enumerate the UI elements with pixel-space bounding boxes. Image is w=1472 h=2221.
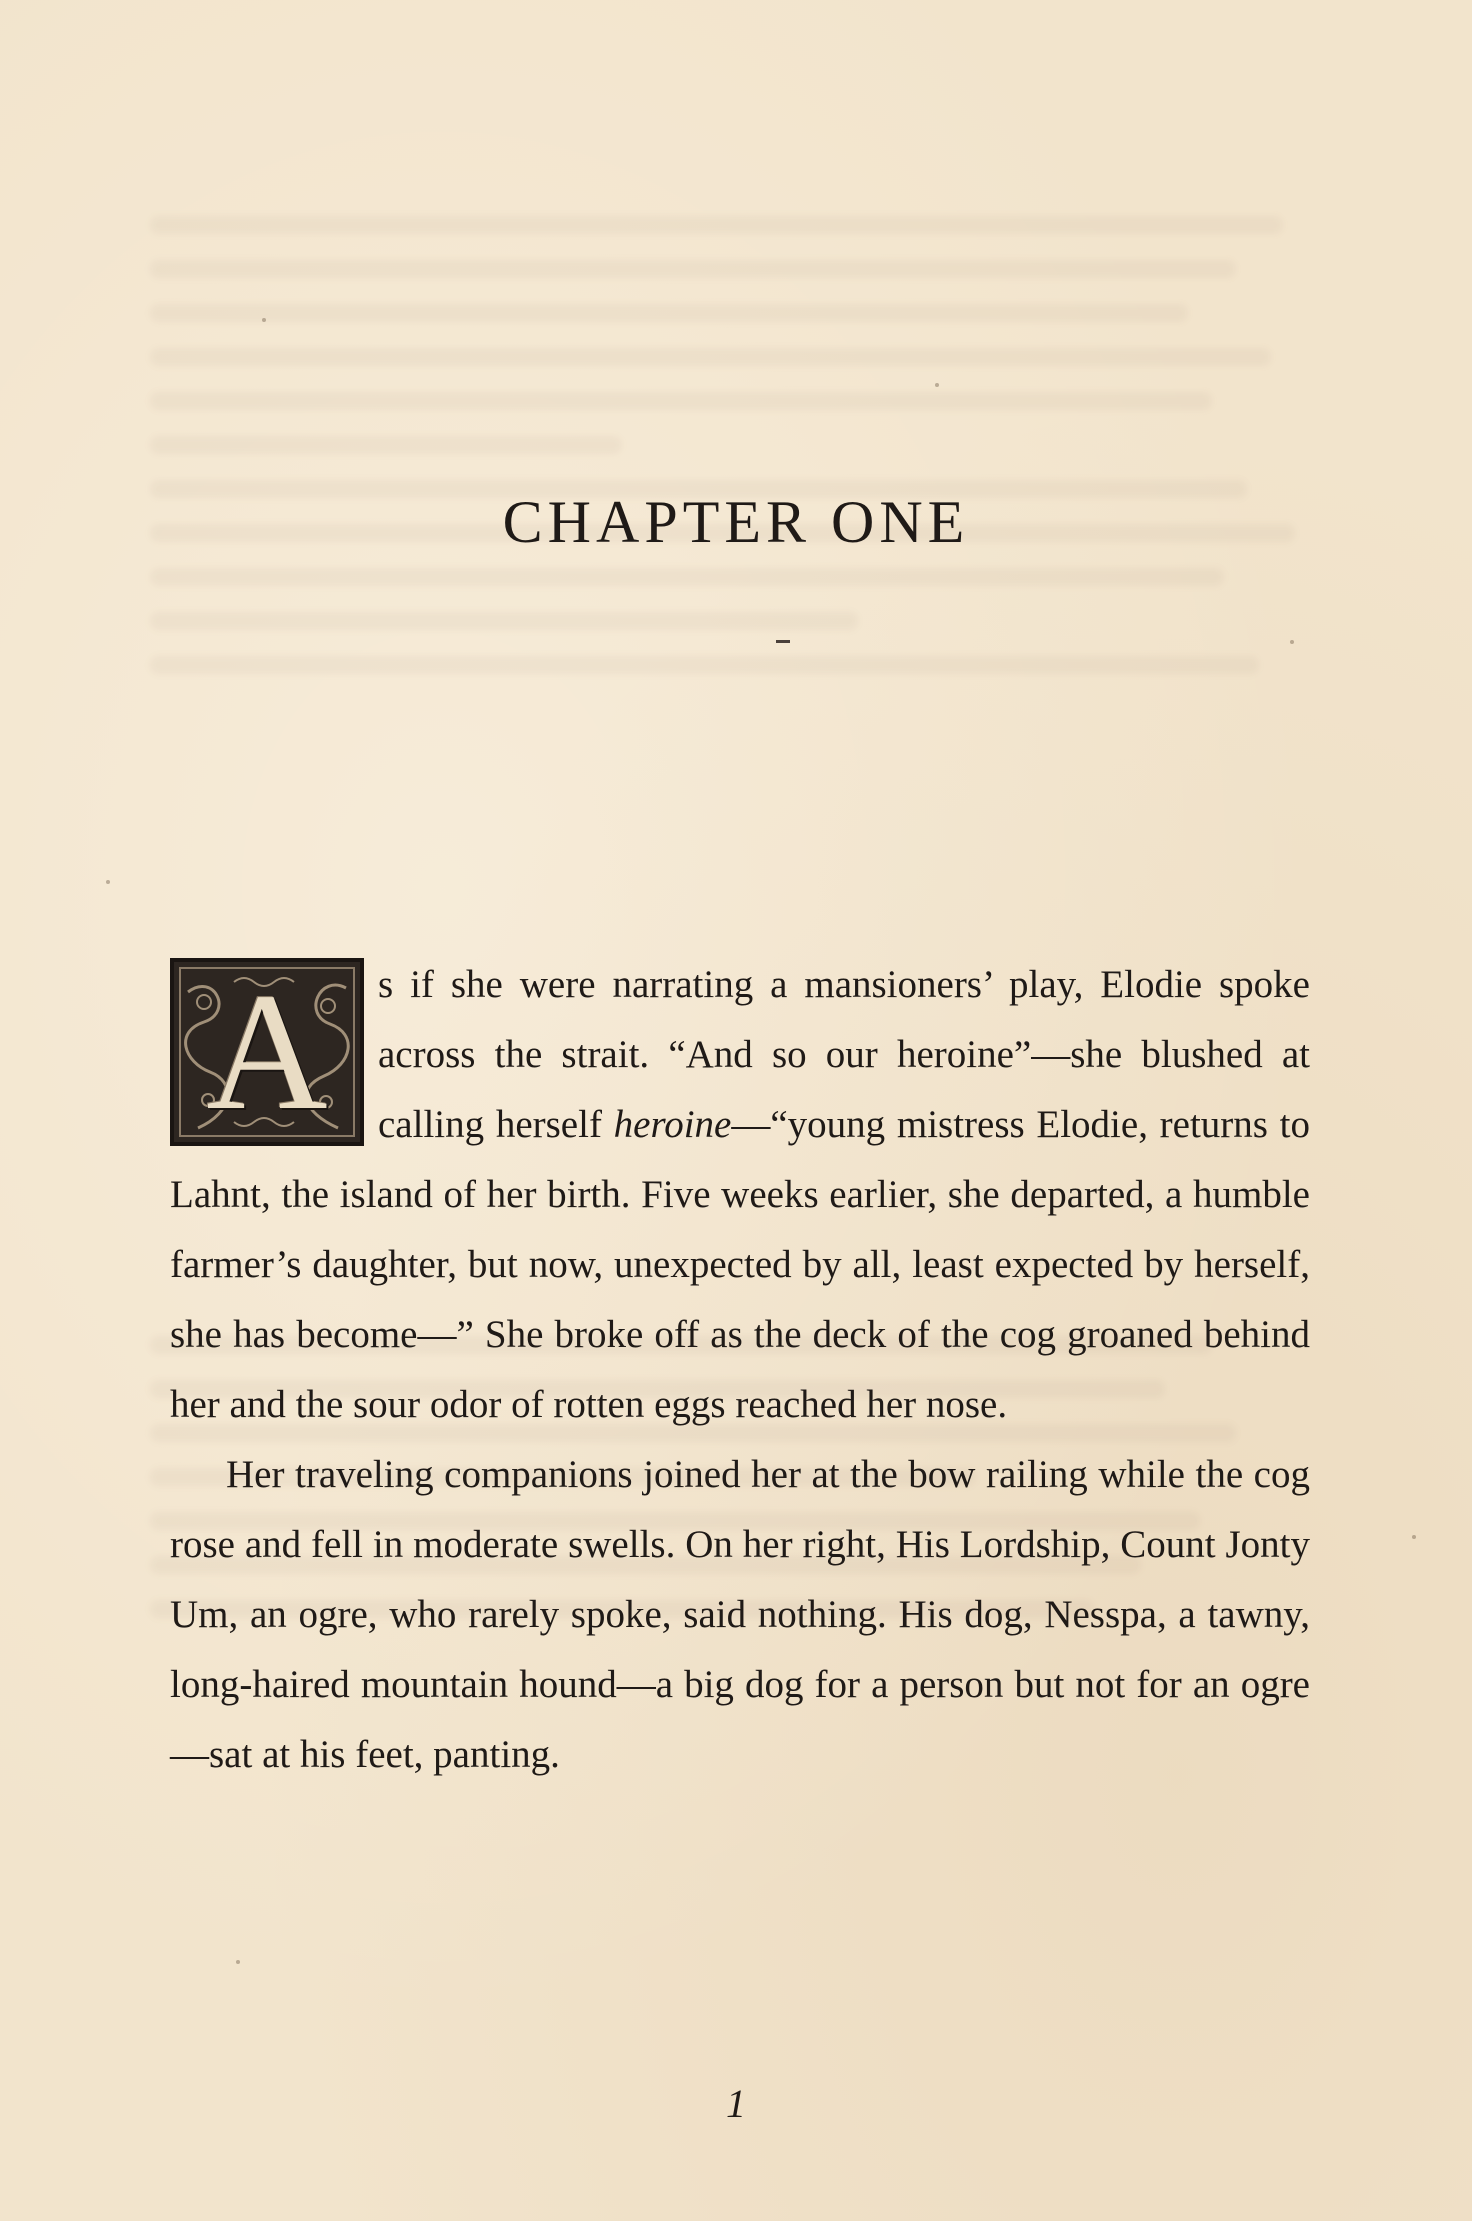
paragraph-1-emphasis: heroine — [613, 1103, 732, 1146]
paragraph-2: Her traveling companions joined her at the bow railing while the cog rose and fell in moderate swells. On her right, His Lordship, Count Jonty Um, an ogre, who rarely spoke, said nothing. His dog, Nesspa, a tawny, long-haired mountain hound—a big dog for a person but not for an ogre—sat at his feet, panting. — [170, 1453, 1310, 1776]
paragraph-1-lead: s if she were narrating a mansioners’ play, Elodie spoke across the strait. “And so our heroine”—she blushed at calling herself — [378, 963, 1310, 1146]
paper-speck — [1290, 640, 1294, 644]
paper-speck — [262, 318, 266, 322]
title-ornament — [776, 640, 790, 643]
page-number: 1 — [726, 2081, 746, 2126]
drop-cap-ornament — [170, 958, 364, 1146]
paragraph-1-rest: —“young mistress Elodie, returns to Lahnt, the island of her birth. Five weeks earlier, she departed, a humble farmer’s daughter, but now, unexpected by all, least expected by herself, she has become—” She broke off as the deck of the cog groaned behind her and the sour odor of rotten eggs reached her nose. — [170, 1103, 1310, 1426]
paper-speck — [236, 1960, 240, 1964]
chapter-body — [170, 950, 1310, 1790]
drop-cap-letter: A — [206, 959, 328, 1145]
chapter-title: CHAPTER ONE — [502, 489, 970, 555]
paper-speck — [1412, 1535, 1416, 1539]
paper-speck — [106, 880, 110, 884]
paper-speck — [935, 383, 939, 387]
paragraph-1 — [170, 950, 1310, 1440]
show-through-text — [150, 190, 1330, 700]
